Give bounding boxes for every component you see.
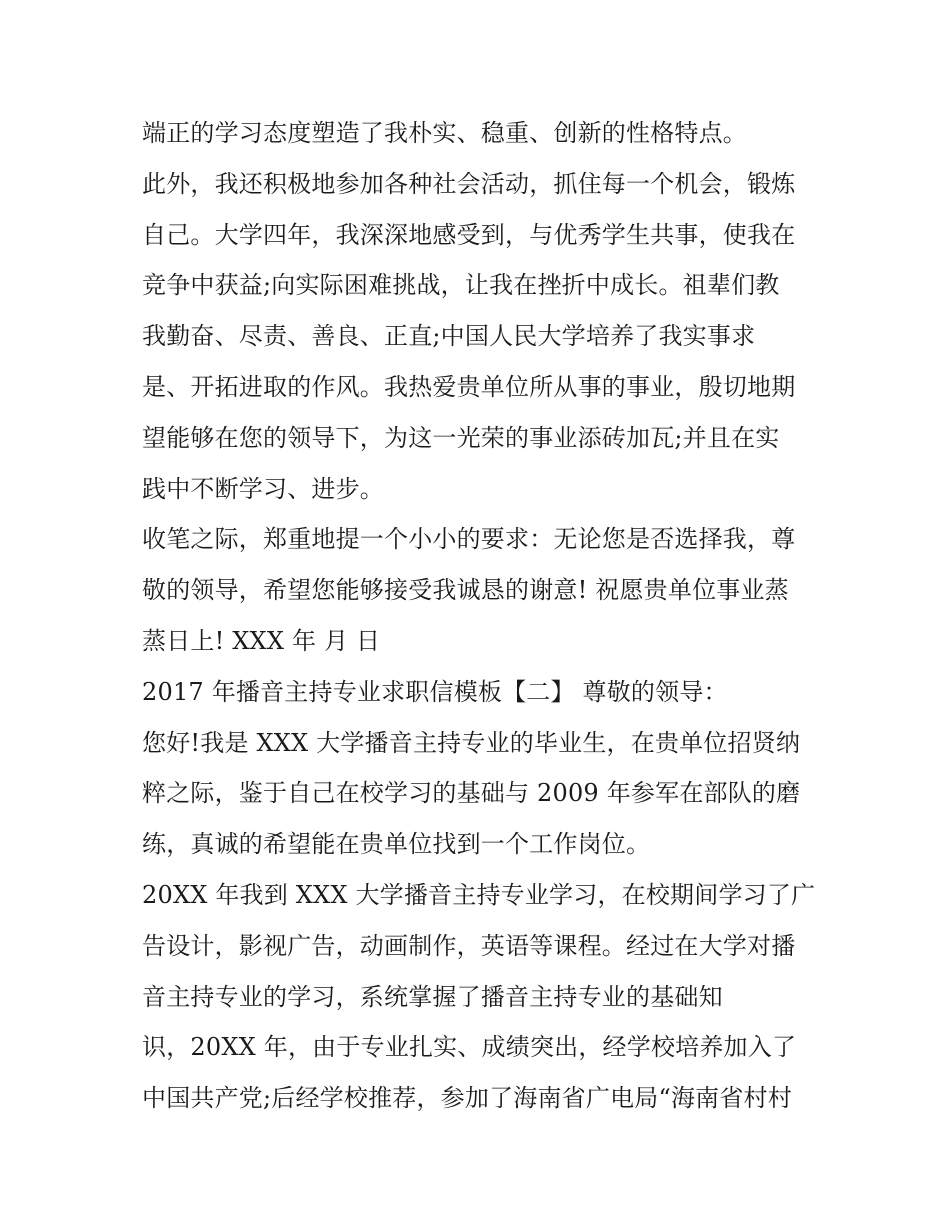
text-line: 蒸日上! XXX 年 月 日 [142, 626, 381, 655]
text-line: 践中不断学习、进步。 [142, 474, 384, 503]
text-line: 20XX 年我到 XXX 大学播音主持专业学习，在校期间学习了广 [142, 880, 816, 909]
text-line: 粹之际，鉴于自己在校学习的基础与 2009 年参军在部队的磨 [142, 779, 801, 808]
text-line: 敬的领导，希望您能够接受我诚恳的谢意! 祝愿贵单位事业蒸 [142, 576, 789, 605]
text-line: 是、开拓进取的作风。我热爱贵单位所从事的事业，殷切地期 [142, 372, 796, 401]
text-line: 自己。大学四年，我深深地感受到，与优秀学生共事，使我在 [142, 220, 796, 249]
text-line: 音主持专业的学习，系统掌握了播音主持专业的基础知 [142, 982, 723, 1011]
text-line: 望能够在您的领导下，为这一光荣的事业添砖加瓦;并且在实 [142, 423, 780, 452]
text-line: 中国共产党;后经学校推荐，参加了海南省广电局“海南省村村 [142, 1084, 792, 1113]
text-line: 我勤奋、尽责、善良、正直;中国人民大学培养了我实事求 [142, 322, 756, 351]
text-line: 您好!我是 XXX 大学播音主持专业的毕业生，在贵单位招贤纳 [142, 728, 801, 757]
body-text [142, 108, 822, 1124]
text-line: 识，20XX 年，由于专业扎实、成绩突出，经学校培养加入了 [142, 1033, 797, 1062]
text-line: 端正的学习态度塑造了我朴实、稳重、创新的性格特点。 [142, 119, 747, 147]
text-line: 收笔之际，郑重地提一个小小的要求：无论您是否选择我，尊 [142, 525, 796, 554]
text-line: 练，真诚的希望能在贵单位找到一个工作岗位。 [142, 830, 651, 859]
text-line: 此外，我还积极地参加各种社会活动，抓住每一个机会，锻炼 [142, 169, 796, 198]
section-heading: 2017 年播音主持专业求职信模板【二】 尊敬的领导： [142, 677, 728, 706]
text-line: 竞争中获益;向实际困难挑战，让我在挫折中成长。祖辈们教 [142, 271, 780, 300]
text-line: 告设计，影视广告，动画制作，英语等课程。经过在大学对播 [142, 931, 796, 960]
